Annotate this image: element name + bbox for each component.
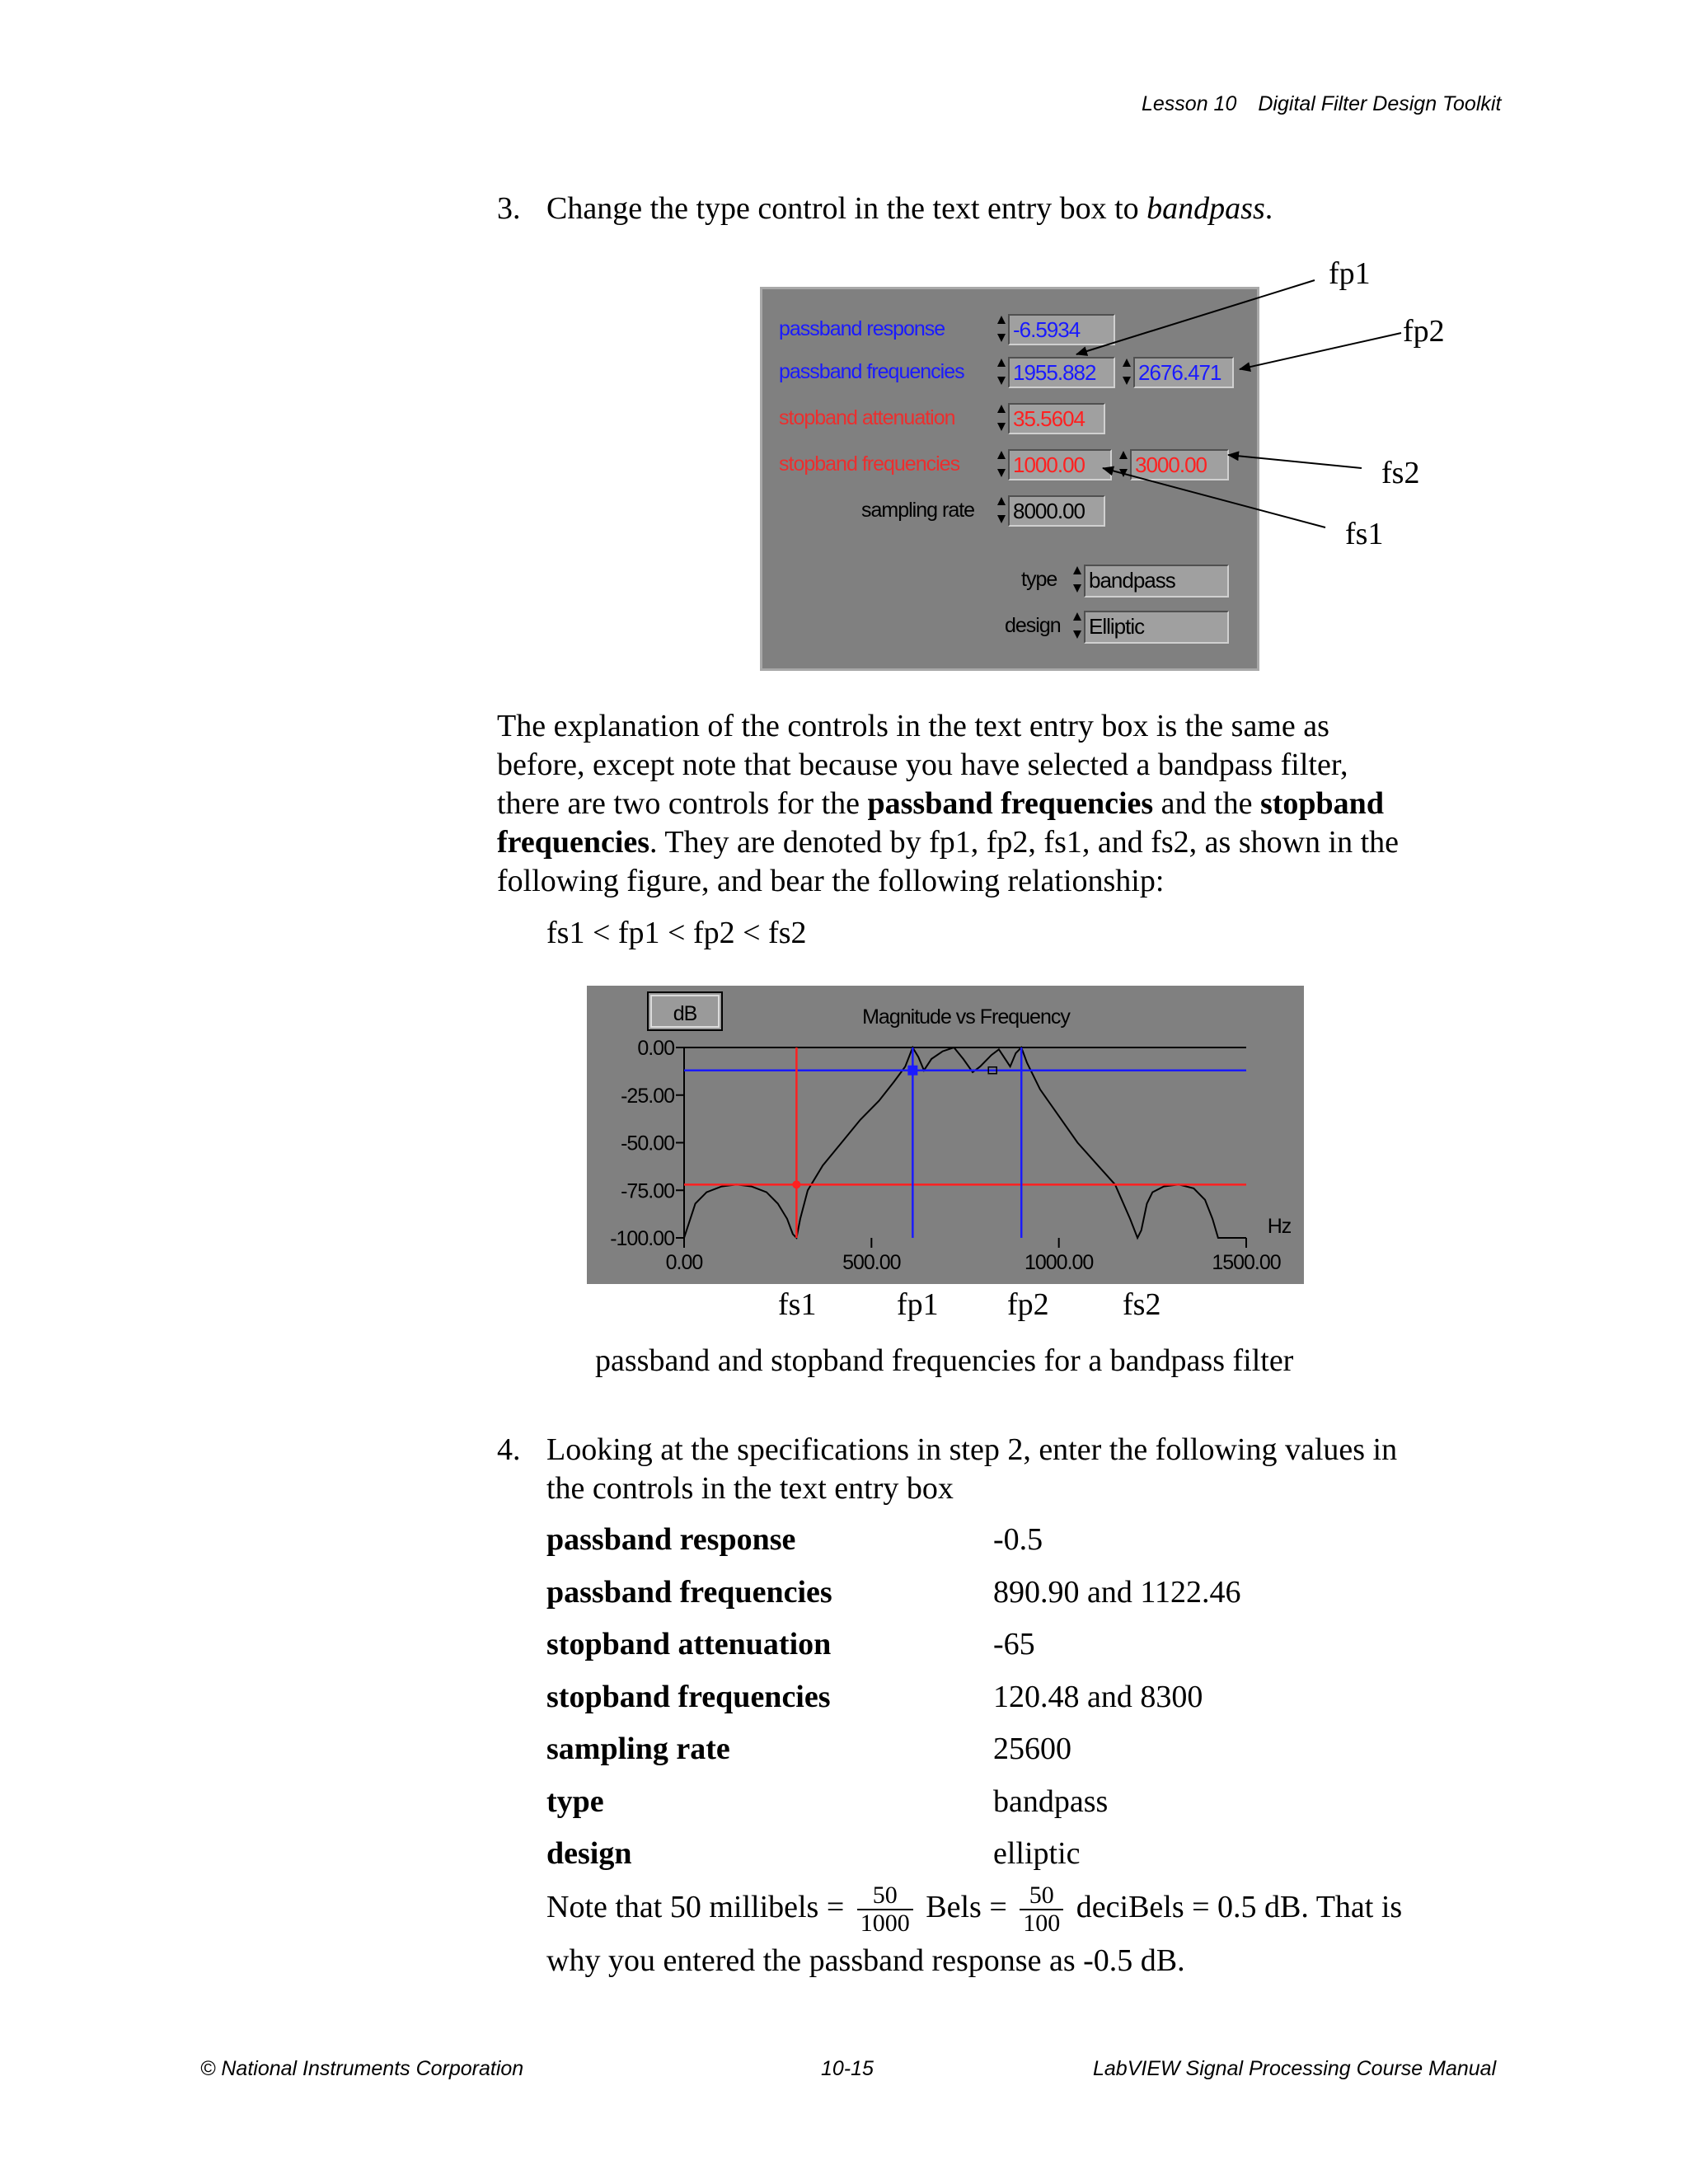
marker-label-fp1: fp1 [897, 1287, 939, 1322]
passband-response-field[interactable]: -6.5934 [1008, 314, 1115, 345]
stopband-fs2-field[interactable]: 3000.00 [1130, 449, 1229, 480]
footer-manual-title: LabVIEW Signal Processing Course Manual [1093, 2057, 1497, 2080]
passband-response-label: passband response [779, 317, 945, 340]
x-tick-label: 0.00 [665, 1251, 703, 1274]
type-ring-field[interactable]: bandpass [1084, 565, 1229, 598]
callout-fs1: fs1 [1345, 517, 1384, 551]
millibels-note: Note that 50 millibels = $\frac{50}{1000}$ Bels = $\frac{50}{100}$ deciBels = 0.5 dB. That is [546, 1882, 1403, 1938]
millibels-note-line2: why you entered the passband response as -0.5 dB. [546, 1943, 1185, 1978]
fraction-50-over-100: $\frac{50}{100}$ [1020, 1882, 1063, 1937]
callout-fs2: fs2 [1381, 456, 1420, 490]
explanation-paragraph: The explanation of the controls in the text entry box is the same as before, except note that because you have selected a bandpass filter, there are two controls for the passband frequencies and the stopband frequencies. They are denoted by fp1, fp2, fs1, and fs2, as shown in the following figure, and bear the following relationship: [497, 709, 1400, 898]
step-3-number: 3. [497, 191, 521, 226]
value-row-key: type [546, 1783, 604, 1819]
stopband-frequencies-label: stopband frequencies [779, 452, 960, 476]
chart-title: Magnitude vs Frequency [862, 1005, 1070, 1029]
fraction-50-over-1000: $\frac{50}{1000}$ [857, 1882, 913, 1937]
value-row-key: stopband attenuation [546, 1627, 832, 1661]
frequency-relation: fs1 < fp1 < fp2 < fs2 [546, 916, 807, 950]
y-tick-label: -50.00 [621, 1132, 674, 1155]
step-3-italic: bandpass [1146, 191, 1265, 226]
y-tick-label: -100.00 [610, 1227, 674, 1250]
figure-caption: passband and stopband frequencies for a bandpass filter [595, 1343, 1294, 1378]
db-button-label: dB [673, 1002, 697, 1025]
sampling-rate-field[interactable]: 8000.00 [1008, 495, 1105, 527]
design-ring-field[interactable]: Elliptic [1084, 611, 1229, 644]
passband-frequencies-label: passband frequencies [779, 360, 964, 383]
value-row-value: -0.5 [993, 1522, 1043, 1557]
fs2-arrow [1228, 455, 1362, 468]
passband-fp1-field[interactable]: 1955.882 [1008, 357, 1115, 388]
fp1-arrow [1076, 280, 1315, 354]
y-tick-label: -25.00 [621, 1084, 674, 1108]
value-row-key: design [546, 1836, 632, 1871]
magnitude-graph [587, 986, 1304, 1284]
stopband-attenuation-label: stopband attenuation [779, 406, 955, 429]
value-row-value: -65 [993, 1627, 1035, 1661]
footer-copyright: © National Instruments Corporation [200, 2057, 524, 2080]
value-row-key: stopband frequencies [546, 1679, 831, 1714]
type-label: type [1021, 568, 1057, 591]
callout-fp2: fp2 [1403, 314, 1445, 349]
value-row-key: passband frequencies [546, 1574, 832, 1610]
passband-fp2-field[interactable]: 2676.471 [1133, 357, 1234, 388]
fp2-arrow [1240, 333, 1401, 369]
value-row-key: sampling rate [546, 1732, 730, 1766]
marker-label-fs2: fs2 [1123, 1287, 1161, 1322]
stopband-attenuation-field[interactable]: 35.5604 [1008, 403, 1105, 434]
x-tick-label: 1500.00 [1212, 1251, 1281, 1274]
step-3-text: Change the type control in the text entry box to [546, 191, 1147, 226]
x-tick-label: 1000.00 [1024, 1251, 1094, 1274]
value-row-value: elliptic [993, 1836, 1081, 1871]
y-tick-label: 0.00 [637, 1037, 674, 1060]
y-tick-label: -75.00 [621, 1179, 674, 1203]
callout-fp1: fp1 [1329, 256, 1371, 291]
value-row-key: passband response [546, 1522, 796, 1557]
fp1-cursor-point [907, 1066, 917, 1076]
x-tick-label: 500.00 [842, 1251, 901, 1274]
value-row-value: bandpass [993, 1783, 1109, 1819]
sampling-rate-label: sampling rate [861, 499, 975, 522]
fs1-arrow [1103, 468, 1325, 527]
footer-page-number: 10-15 [821, 2057, 874, 2080]
value-row-value: 890.90 and 1122.46 [993, 1574, 1241, 1610]
marker-label-fs1: fs1 [778, 1287, 817, 1322]
marker-label-fp2: fp2 [1007, 1287, 1049, 1322]
header-title: Digital Filter Design Toolkit [1258, 92, 1502, 115]
stopband-fs1-field[interactable]: 1000.00 [1008, 449, 1112, 480]
value-row-value: 25600 [993, 1732, 1071, 1766]
value-row-value: 120.48 and 8300 [993, 1679, 1203, 1714]
design-label: design [1005, 614, 1061, 637]
fs1-cursor-point [792, 1180, 800, 1188]
x-axis-label: Hz [1267, 1215, 1292, 1238]
header-lesson: Lesson 10 [1142, 92, 1237, 115]
step-4-number: 4. [497, 1432, 521, 1467]
plot-area [684, 1047, 1246, 1238]
magnitude-graph-svg [587, 986, 1304, 1284]
